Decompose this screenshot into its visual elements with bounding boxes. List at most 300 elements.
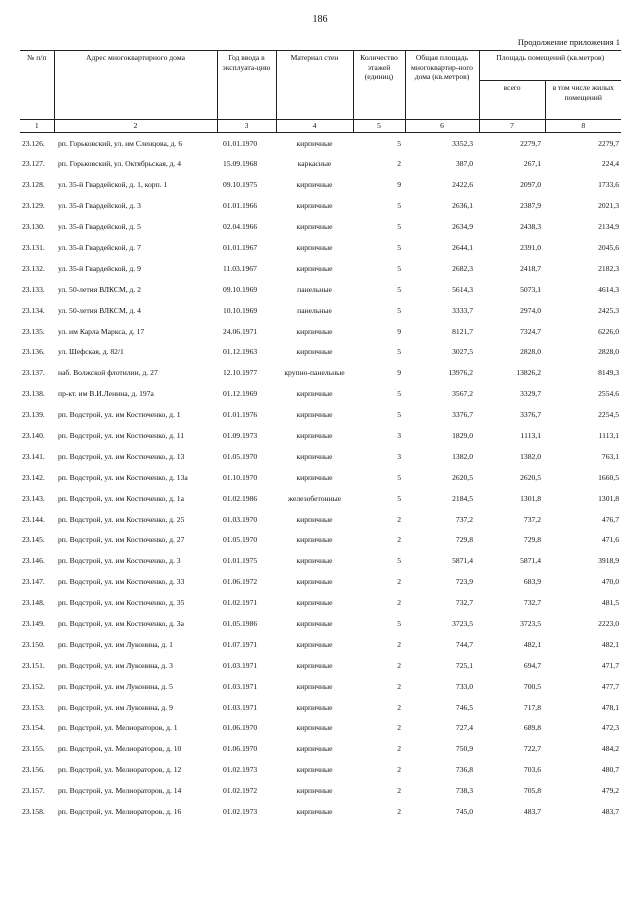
column-numbers-row xyxy=(20,120,621,133)
row-address: рп. Водстрой, ул. Мелиораторов, д. 10 xyxy=(58,744,182,754)
row-number: 23.151. xyxy=(22,660,45,670)
row-total-area: 1382,0 xyxy=(452,451,473,461)
page-number: 186 xyxy=(312,14,328,25)
row-premises-all: 13826,2 xyxy=(516,368,541,378)
row-number: 23.152. xyxy=(22,681,45,691)
table-row xyxy=(20,509,621,530)
table-row xyxy=(20,362,621,383)
row-material: кирпичные xyxy=(296,577,333,587)
row-year: 11.03.1967 xyxy=(223,263,257,273)
row-total-area: 725,1 xyxy=(455,660,473,670)
table-row xyxy=(20,780,621,801)
row-year: 15.09.1968 xyxy=(223,159,258,169)
row-material: кирпичные xyxy=(296,639,333,649)
row-address: ул. им Карла Маркса, д. 17 xyxy=(58,326,145,336)
row-premises-all: 7324,7 xyxy=(520,326,541,336)
table-row xyxy=(20,759,621,780)
row-total-area: 750,9 xyxy=(455,744,473,754)
row-address: рп. Водстрой, ул. им Луконина, д. 9 xyxy=(58,702,173,712)
row-floors: 3 xyxy=(397,431,401,440)
header-total-area: Общая площадь многоквартир-ного дома (кв.метров) xyxy=(405,51,479,120)
row-material: кирпичные xyxy=(296,326,333,336)
row-year: 01.02.1972 xyxy=(223,786,258,796)
row-total-area: 744,7 xyxy=(455,639,473,649)
row-total-area: 3567,2 xyxy=(452,389,473,399)
row-number: 23.145. xyxy=(22,535,45,545)
row-floors: 5 xyxy=(397,347,401,357)
row-total-area: 745,0 xyxy=(455,807,473,817)
row-address: рп. Водстрой, ул. им Костюченко, д. 35 xyxy=(58,598,185,608)
table-row xyxy=(20,655,621,676)
row-premises-living: 482,1 xyxy=(601,639,619,649)
row-total-area: 727,4 xyxy=(455,723,473,733)
row-number: 23.139. xyxy=(22,410,45,420)
row-address: рп. Водстрой, ул. им Луконина, д. 5 xyxy=(58,681,173,691)
row-address: наб. Волжской флотилии, д. 27 xyxy=(58,368,158,378)
row-premises-living: 2223,0 xyxy=(598,619,619,629)
row-premises-all: 732,7 xyxy=(523,598,541,608)
row-floors: 2 xyxy=(397,723,401,733)
row-material: железобетонные xyxy=(287,493,342,503)
row-address: рп. Горьковский, ул. Октябрьская, д. 4 xyxy=(58,159,182,169)
row-premises-all: 1301,8 xyxy=(520,493,541,503)
row-premises-living: 1660,5 xyxy=(598,472,619,482)
row-total-area: 2620,5 xyxy=(452,472,473,482)
row-floors: 2 xyxy=(397,807,401,817)
row-material: крупно-панельные xyxy=(284,368,345,378)
row-floors: 5 xyxy=(397,389,401,399)
header-num: № п/п xyxy=(20,51,54,120)
row-floors: 5 xyxy=(397,263,401,273)
row-year: 12.10.1977 xyxy=(223,368,258,378)
row-number: 23.134. xyxy=(22,305,45,315)
row-total-area: 5871,4 xyxy=(452,556,473,566)
row-premises-living: 8149,3 xyxy=(598,368,619,378)
table-row xyxy=(20,174,621,195)
row-premises-all: 2391,0 xyxy=(520,242,541,252)
row-material: кирпичные xyxy=(296,598,333,608)
table-row xyxy=(20,153,621,174)
row-floors: 9 xyxy=(397,368,401,378)
row-premises-living: 3918,9 xyxy=(598,556,619,566)
row-address: рп. Водстрой, ул. им Костюченко, д. 3а xyxy=(58,619,184,629)
row-premises-living: 472,3 xyxy=(601,723,619,733)
row-address: рп. Водстрой, ул. им Луконина, д. 1 xyxy=(58,639,173,649)
row-number: 23.157. xyxy=(22,786,45,796)
table-row xyxy=(20,488,621,509)
row-material: кирпичные xyxy=(296,263,333,273)
row-total-area: 2184,5 xyxy=(452,493,473,503)
row-material: кирпичные xyxy=(296,723,333,733)
row-year: 01.12.1963 xyxy=(223,347,258,357)
row-floors: 5 xyxy=(397,493,401,503)
row-premises-all: 1382,0 xyxy=(520,451,541,461)
row-year: 01.06.1970 xyxy=(223,744,258,754)
row-floors: 5 xyxy=(397,619,401,629)
row-premises-living: 763,1 xyxy=(601,451,619,461)
row-premises-living: 470,0 xyxy=(601,577,619,587)
row-number: 23.137. xyxy=(22,368,45,378)
row-total-area: 736,8 xyxy=(455,765,473,775)
header-living: в том числе жилых помещений xyxy=(545,81,621,120)
row-address: ул. Шефская, д. 82/1 xyxy=(58,347,124,357)
row-premises-all: 1113,1 xyxy=(520,431,541,440)
row-material: кирпичные xyxy=(296,807,333,817)
row-address: ул. 35-й Гвардейской, д. 3 xyxy=(58,201,141,211)
row-premises-all: 703,6 xyxy=(523,765,541,775)
column-number: 8 xyxy=(545,120,621,133)
table-row xyxy=(20,467,621,488)
row-premises-all: 717,8 xyxy=(523,702,541,712)
row-premises-all: 2387,9 xyxy=(520,201,541,211)
table-row xyxy=(20,342,621,363)
table-row xyxy=(20,738,621,759)
row-premises-all: 482,1 xyxy=(523,639,541,649)
row-address: рп. Водстрой, ул. Мелиораторов, д. 14 xyxy=(58,786,182,796)
row-address: рп. Горьковский, ул. им Сленцова, д. 6 xyxy=(58,138,183,148)
row-premises-living: 2182,3 xyxy=(598,263,619,273)
row-year: 09.10.1969 xyxy=(223,284,258,294)
row-premises-living: 471,6 xyxy=(601,535,619,545)
row-floors: 2 xyxy=(397,159,401,169)
row-material: кирпичные xyxy=(296,431,333,440)
row-address: рп. Водстрой, ул. Мелиораторов, д. 1 xyxy=(58,723,178,733)
table-row xyxy=(20,446,621,467)
table-row xyxy=(20,530,621,551)
table-row xyxy=(20,300,621,321)
row-premises-all: 483,7 xyxy=(523,807,541,817)
row-premises-living: 2045,6 xyxy=(598,242,619,252)
row-material: кирпичные xyxy=(296,472,333,482)
row-number: 23.127. xyxy=(22,159,45,169)
row-number: 23.149. xyxy=(22,619,45,629)
row-year: 01.02.1973 xyxy=(223,765,258,775)
row-floors: 5 xyxy=(397,222,401,232)
row-floors: 5 xyxy=(397,242,401,252)
row-material: кирпичные xyxy=(296,681,333,691)
table-row xyxy=(20,321,621,342)
row-premises-living: 479,2 xyxy=(601,786,619,796)
row-year: 01.06.1970 xyxy=(223,723,258,733)
row-number: 23.128. xyxy=(22,180,45,190)
row-total-area: 738,3 xyxy=(455,786,473,796)
row-total-area: 13976,2 xyxy=(448,368,473,378)
row-number: 23.141. xyxy=(22,451,45,461)
row-address: рп. Водстрой, ул. им Костюченко, д. 1 xyxy=(58,410,181,420)
row-total-area: 2682,3 xyxy=(452,263,473,273)
row-material: кирпичные xyxy=(296,514,333,524)
table-row xyxy=(20,216,621,237)
row-year: 01.03.1971 xyxy=(223,702,258,712)
row-premises-living: 2828,0 xyxy=(598,347,619,357)
row-year: 02.04.1966 xyxy=(223,222,258,232)
row-premises-living: 484,2 xyxy=(601,744,619,754)
row-premises-all: 2828,0 xyxy=(520,347,541,357)
row-total-area: 733,0 xyxy=(455,681,473,691)
table-row xyxy=(20,592,621,613)
table-row xyxy=(20,237,621,258)
row-floors: 2 xyxy=(397,577,401,587)
table-row xyxy=(20,676,621,697)
row-premises-all: 3376,7 xyxy=(520,410,541,420)
row-material: панельные xyxy=(297,305,332,315)
table-body xyxy=(20,132,621,822)
row-address: рп. Водстрой, ул. им Костюченко, д. 27 xyxy=(58,535,185,545)
row-number: 23.129. xyxy=(22,201,45,211)
row-address: рп. Водстрой, ул. им Костюченко, д. 3 xyxy=(58,556,181,566)
row-number: 23.154. xyxy=(22,723,45,733)
row-premises-all: 5073,1 xyxy=(520,284,541,294)
row-address: ул. 35-й Гвардейской, д. 5 xyxy=(58,222,141,232)
row-number: 23.142. xyxy=(22,472,45,482)
row-premises-all: 700,5 xyxy=(523,681,541,691)
row-year: 01.03.1971 xyxy=(223,660,258,670)
row-premises-living: 478,1 xyxy=(601,702,619,712)
row-address: рп. Водстрой, ул. Мелиораторов, д. 12 xyxy=(58,765,182,775)
row-number: 23.158. xyxy=(22,807,45,817)
header-premises-area: Площадь помещений (кв.метров) xyxy=(479,51,621,81)
column-number: 3 xyxy=(217,120,276,133)
row-total-area: 746,5 xyxy=(455,702,473,712)
row-floors: 2 xyxy=(397,786,401,796)
row-material: кирпичные xyxy=(296,347,333,357)
row-premises-living: 2279,7 xyxy=(598,138,619,148)
row-floors: 2 xyxy=(397,702,401,712)
row-material: кирпичные xyxy=(296,410,333,420)
table-row xyxy=(20,195,621,216)
table-row xyxy=(20,383,621,404)
row-floors: 9 xyxy=(397,326,401,336)
row-total-area: 3352,3 xyxy=(452,138,473,148)
row-year: 01.01.1975 xyxy=(223,556,258,566)
row-floors: 5 xyxy=(397,201,401,211)
row-floors: 5 xyxy=(397,305,401,315)
row-floors: 2 xyxy=(397,744,401,754)
row-material: кирпичные xyxy=(296,222,333,232)
row-premises-all: 267,1 xyxy=(523,159,541,169)
row-total-area: 2644,1 xyxy=(452,242,473,252)
table-row xyxy=(20,801,621,822)
row-number: 23.156. xyxy=(22,765,45,775)
row-year: 01.05.1970 xyxy=(223,535,258,545)
column-number: 4 xyxy=(276,120,353,133)
row-premises-living: 6226,0 xyxy=(598,326,619,336)
row-total-area: 8121,7 xyxy=(452,326,473,336)
table-row xyxy=(20,550,621,571)
table-row xyxy=(20,404,621,425)
header-material: Материал стен xyxy=(276,51,353,120)
row-total-area: 3376,7 xyxy=(452,410,473,420)
row-number: 23.138. xyxy=(22,389,45,399)
row-year: 01.01.1966 xyxy=(223,201,258,211)
row-total-area: 387,0 xyxy=(455,159,473,169)
row-premises-all: 2279,7 xyxy=(520,138,541,148)
row-address: рп. Водстрой, ул. им Костюченко, д. 13 xyxy=(58,451,185,461)
row-number: 23.133. xyxy=(22,284,45,294)
row-year: 01.12.1969 xyxy=(223,389,258,399)
row-premises-living: 477,7 xyxy=(601,681,619,691)
row-total-area: 723,9 xyxy=(455,577,473,587)
row-premises-living: 2021,3 xyxy=(598,201,619,211)
row-address: ул. 50-летия ВЛКСМ, д. 4 xyxy=(58,305,141,315)
table-row xyxy=(20,258,621,279)
row-material: кирпичные xyxy=(296,744,333,754)
row-material: панельные xyxy=(297,284,332,294)
row-year: 01.10.1970 xyxy=(223,472,258,482)
row-year: 01.02.1986 xyxy=(223,493,258,503)
row-address: ул. 35-й Гвардейской, д. 1, корп. 1 xyxy=(58,180,168,190)
row-premises-all: 5871,4 xyxy=(520,556,541,566)
row-year: 01.02.1971 xyxy=(223,598,258,608)
row-number: 23.130. xyxy=(22,222,45,232)
table-row xyxy=(20,718,621,739)
row-premises-all: 2418,7 xyxy=(520,263,541,273)
row-material: кирпичные xyxy=(296,389,333,399)
row-number: 23.144. xyxy=(22,514,45,524)
row-number: 23.131. xyxy=(22,242,45,252)
row-premises-all: 694,7 xyxy=(523,660,541,670)
row-material: каркасные xyxy=(297,159,332,169)
row-address: рп. Водстрой, ул. им Костюченко, д. 33 xyxy=(58,577,185,587)
row-number: 23.132. xyxy=(22,263,45,273)
row-year: 09.10.1975 xyxy=(223,180,258,190)
row-address: рп. Водстрой, ул. Мелиораторов, д. 16 xyxy=(58,807,182,817)
row-material: кирпичные xyxy=(296,201,333,211)
column-number: 1 xyxy=(20,120,54,133)
row-floors: 5 xyxy=(397,138,401,148)
row-address: рп. Водстрой, ул. им Луконина, д. 3 xyxy=(58,660,173,670)
row-total-area: 3723,5 xyxy=(452,619,473,629)
row-number: 23.146. xyxy=(22,556,45,566)
row-floors: 5 xyxy=(397,556,401,566)
row-floors: 2 xyxy=(397,598,401,608)
row-premises-living: 481,5 xyxy=(601,598,619,608)
row-material: кирпичные xyxy=(296,451,333,461)
row-premises-all: 2620,5 xyxy=(520,472,541,482)
table-row xyxy=(20,697,621,718)
row-year: 01.02.1973 xyxy=(223,807,258,817)
row-premises-all: 3329,7 xyxy=(520,389,541,399)
column-number: 7 xyxy=(479,120,545,133)
header-row xyxy=(20,51,621,81)
column-number: 2 xyxy=(54,120,217,133)
row-year: 24.06.1971 xyxy=(223,326,258,336)
row-year: 01.09.1973 xyxy=(223,431,258,440)
row-floors: 2 xyxy=(397,535,401,545)
row-number: 23.126. xyxy=(22,138,45,148)
row-material: кирпичные xyxy=(296,556,333,566)
row-floors: 5 xyxy=(397,472,401,482)
table-row xyxy=(20,425,621,446)
header-all: всего xyxy=(479,81,545,120)
row-address: ул. 50-летия ВЛКСМ, д. 2 xyxy=(58,284,141,294)
column-number: 6 xyxy=(405,120,479,133)
housing-table xyxy=(20,50,621,822)
row-floors: 2 xyxy=(397,639,401,649)
row-year: 01.01.1970 xyxy=(223,138,258,148)
row-number: 23.143. xyxy=(22,493,45,503)
row-premises-all: 689,8 xyxy=(523,723,541,733)
table-row xyxy=(20,613,621,634)
row-premises-living: 2425,3 xyxy=(598,305,619,315)
row-address: рп. Водстрой, ул. им Костюченко, д. 11 xyxy=(58,431,185,440)
row-number: 23.135. xyxy=(22,326,45,336)
row-material: кирпичные xyxy=(296,702,333,712)
row-premises-all: 2438,3 xyxy=(520,222,541,232)
row-premises-living: 1733,6 xyxy=(598,180,619,190)
row-address: ул. 35-й Гвардейской, д. 9 xyxy=(58,263,141,273)
row-number: 23.150. xyxy=(22,639,45,649)
row-floors: 3 xyxy=(397,451,401,461)
table-row xyxy=(20,132,621,153)
row-number: 23.148. xyxy=(22,598,45,608)
row-number: 23.155. xyxy=(22,744,45,754)
row-material: кирпичные xyxy=(296,660,333,670)
row-premises-living: 2554,6 xyxy=(598,389,619,399)
row-material: кирпичные xyxy=(296,619,333,629)
row-premises-all: 2974,0 xyxy=(520,305,541,315)
row-number: 23.147. xyxy=(22,577,45,587)
row-total-area: 3333,7 xyxy=(452,305,473,315)
row-premises-living: 471,7 xyxy=(601,660,619,670)
row-floors: 2 xyxy=(397,514,401,524)
row-premises-all: 683,9 xyxy=(523,577,541,587)
row-floors: 2 xyxy=(397,681,401,691)
row-total-area: 3027,5 xyxy=(452,347,473,357)
row-material: кирпичные xyxy=(296,535,333,545)
header-address: Адрес многоквартирного дома xyxy=(54,51,217,120)
row-premises-all: 705,8 xyxy=(523,786,541,796)
row-number: 23.153. xyxy=(22,702,45,712)
row-year: 01.07.1971 xyxy=(223,639,258,649)
row-floors: 5 xyxy=(397,284,401,294)
row-material: кирпичные xyxy=(296,138,333,148)
table-row xyxy=(20,571,621,592)
row-address: рп. Водстрой, ул. им Костюченко, д. 13а xyxy=(58,472,188,482)
row-premises-living: 483,7 xyxy=(601,807,619,817)
row-year: 01.01.1976 xyxy=(223,410,258,420)
column-number: 5 xyxy=(353,120,405,133)
row-address: ул. 35-й Гвардейской, д. 7 xyxy=(58,242,141,252)
row-total-area: 737,2 xyxy=(455,514,473,524)
header-floors: Количество этажей (единиц) xyxy=(353,51,405,120)
row-premises-all: 722,7 xyxy=(523,744,541,754)
row-premises-living: 476,7 xyxy=(601,514,619,524)
row-number: 23.136. xyxy=(22,347,45,357)
row-year: 01.01.1967 xyxy=(223,242,258,252)
header-year: Год ввода в эксплуата-цию xyxy=(217,51,276,120)
continuation-note: Продолжение приложения 1 xyxy=(517,37,620,47)
row-year: 01.03.1971 xyxy=(223,681,258,691)
row-year: 01.05.1970 xyxy=(223,451,258,461)
row-premises-all: 737,2 xyxy=(523,514,541,524)
row-total-area: 2634,9 xyxy=(452,222,473,232)
row-total-area: 729,8 xyxy=(455,535,473,545)
row-floors: 5 xyxy=(397,410,401,420)
row-premises-living: 2134,9 xyxy=(598,222,619,232)
row-total-area: 2422,6 xyxy=(452,180,473,190)
row-material: кирпичные xyxy=(296,242,333,252)
row-total-area: 732,7 xyxy=(455,598,473,608)
row-address: рп. Водстрой, ул. им Костюченко, д. 1а xyxy=(58,493,184,503)
row-premises-living: 224,4 xyxy=(601,159,619,169)
row-total-area: 5614,3 xyxy=(452,284,473,294)
row-premises-living: 1301,8 xyxy=(598,493,619,503)
row-year: 01.03.1970 xyxy=(223,514,258,524)
row-premises-living: 1113,1 xyxy=(598,431,619,440)
row-year: 01.05.1986 xyxy=(223,619,258,629)
row-premises-all: 729,8 xyxy=(523,535,541,545)
